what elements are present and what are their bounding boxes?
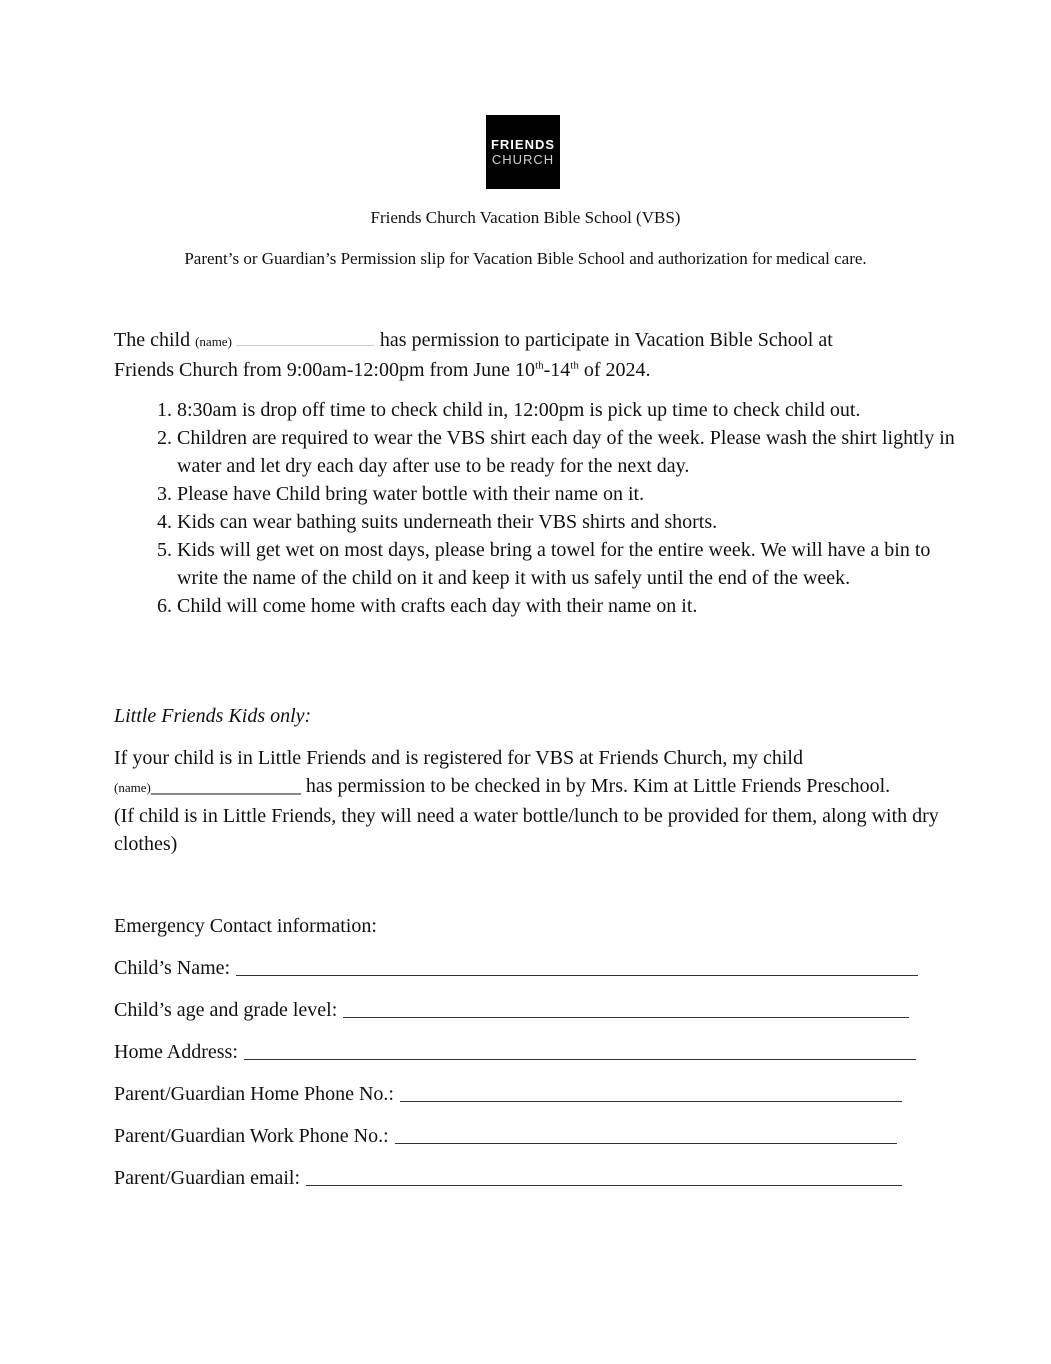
little-friends-line1: If your child is in Little Friends and is registered for VBS at Friends Church, my child: [114, 747, 803, 769]
childs-name-input[interactable]: [236, 955, 918, 976]
email-field: [114, 1164, 902, 1192]
friends-church-logo: [486, 115, 560, 189]
home-phone-input[interactable]: [400, 1081, 902, 1102]
superscript-th: th: [535, 359, 544, 372]
work-phone-field: [114, 1122, 897, 1150]
name-hint: (name): [114, 780, 151, 795]
intro-line2-a: Friends Church from 9:00am-12:00pm from June 10: [114, 359, 536, 381]
work-phone-input[interactable]: [395, 1123, 897, 1144]
field-label: Parent/Guardian Work Phone No.:: [114, 1125, 389, 1147]
childs-name-field: [114, 954, 918, 982]
home-phone-field: [114, 1080, 902, 1108]
intro-paragraph: [114, 326, 944, 384]
document-subtitle: Parent’s or Guardian’s Permission slip for Vacation Bible School and authorization for medical care.: [184, 249, 867, 268]
little-friends-name-blank[interactable]: _______________: [150, 775, 301, 797]
rules-list: [140, 396, 967, 620]
rule-item: 4. Kids can wear bathing suits underneath their VBS shirts and shorts.: [177, 508, 967, 536]
home-address-input[interactable]: [244, 1039, 916, 1060]
rule-item: 3. Please have Child bring water bottle with their name on it.: [177, 480, 967, 508]
little-friends-paragraph: [114, 744, 944, 858]
little-friends-heading: Little Friends Kids only:: [114, 705, 312, 727]
rule-item: 2. Children are required to wear the VBS shirt each day of the week. Please wash the shirt lightly in water and let dry each day after use to be ready for the next day.: [177, 424, 967, 480]
superscript-th: th: [570, 359, 579, 372]
rule-item: 1. 8:30am is drop off time to check child in, 12:00pm is pick up time to check child out.: [177, 396, 967, 424]
field-label: Home Address:: [114, 1041, 238, 1063]
age-grade-input[interactable]: [343, 997, 909, 1018]
field-label: Child’s Name:: [114, 957, 231, 979]
intro-line2-b: of 2024.: [578, 359, 651, 381]
rule-item: 5. Kids will get wet on most days, please bring a towel for the entire week. We will have a bin to write the name of the child on it and keep it with us safely until the end of the week.: [177, 536, 967, 592]
email-input[interactable]: [306, 1165, 902, 1186]
intro-dash: -14: [543, 359, 571, 381]
field-label: Child’s age and grade level:: [114, 999, 338, 1021]
child-name-blank[interactable]: [236, 329, 374, 346]
little-friends-line3: (If child is in Little Friends, they will need a water bottle/lunch to be provided for them, along with dry clothes): [114, 805, 939, 855]
little-friends-line2: has permission to be checked in by Mrs. Kim at Little Friends Preschool.: [300, 775, 891, 797]
age-grade-field: [114, 996, 909, 1024]
intro-prefix: The child: [114, 329, 196, 351]
logo-line-1: FRIENDS: [490, 137, 556, 152]
emergency-heading: Emergency Contact information:: [114, 915, 377, 937]
field-label: Parent/Guardian email:: [114, 1167, 301, 1189]
rule-item: 6. Child will come home with crafts each day with their name on it.: [177, 592, 967, 620]
document-title: Friends Church Vacation Bible School (VBS): [370, 208, 681, 227]
name-hint: (name): [195, 334, 232, 349]
logo-line-2: CHURCH: [491, 152, 555, 167]
field-label: Parent/Guardian Home Phone No.:: [114, 1083, 394, 1105]
home-address-field: [114, 1038, 916, 1066]
intro-line1-rest: has permission to participate in Vacation Bible School at: [379, 329, 833, 351]
